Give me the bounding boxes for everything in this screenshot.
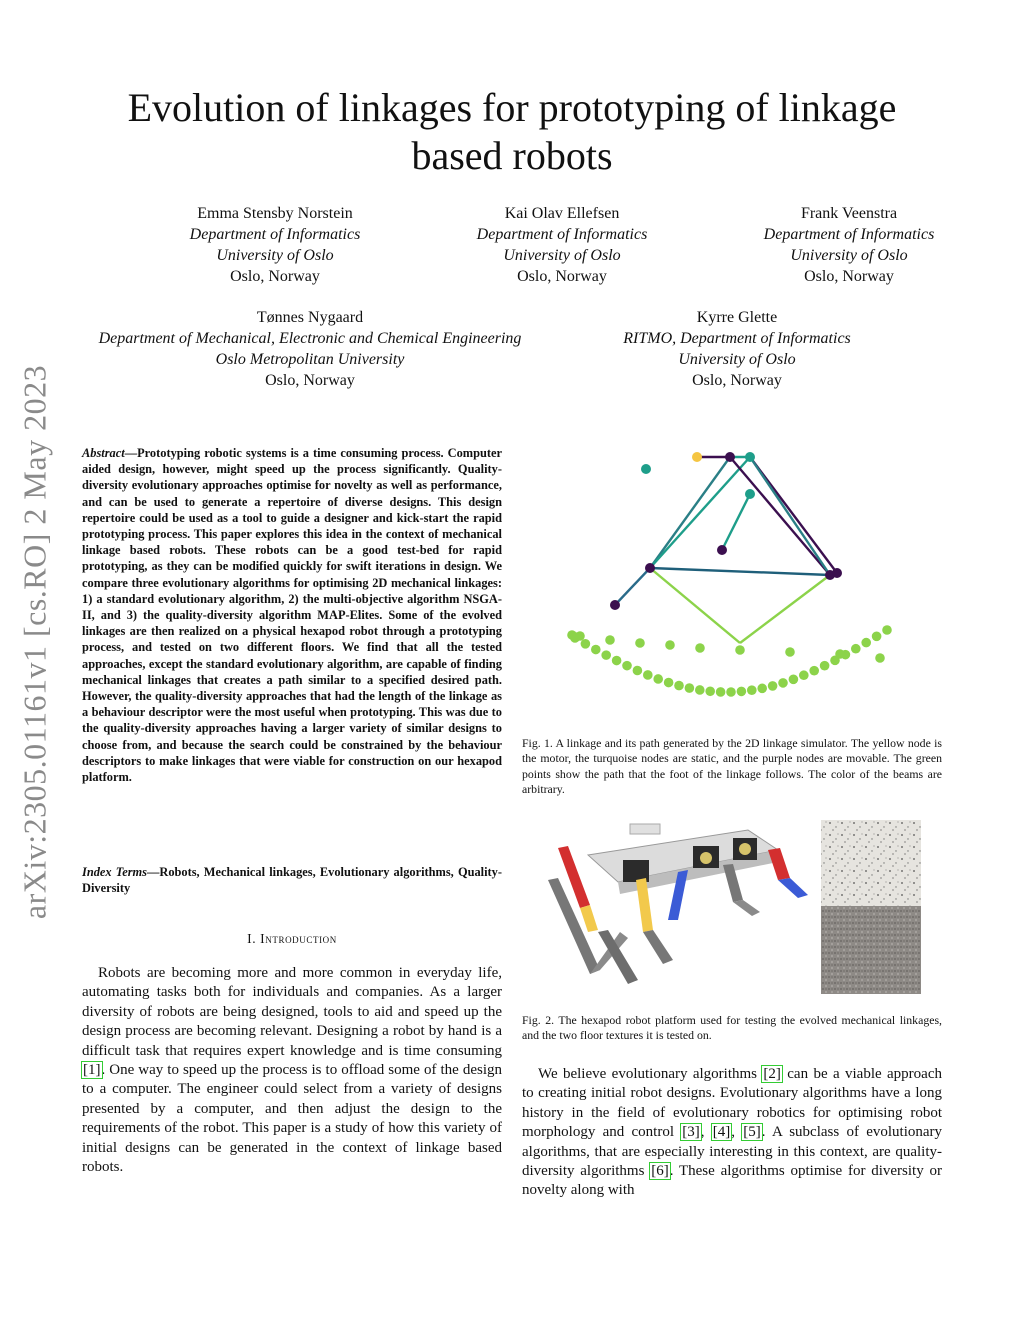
- author-dept: RITMO, Department of Informatics: [623, 330, 851, 347]
- right-text-c: ,: [700, 1124, 712, 1141]
- paper-title: Evolution of linkages for prototyping of linkage based robots: [127, 85, 897, 178]
- path-point: [591, 645, 601, 655]
- path-point: [785, 647, 795, 657]
- path-point: [799, 670, 809, 680]
- intro-paragraph: [82, 964, 502, 1177]
- path-point: [747, 685, 757, 695]
- linkage-beam: [750, 457, 830, 575]
- author-name: Emma Stensby Norstein: [197, 205, 353, 222]
- path-point: [737, 687, 747, 697]
- abstract-lead: Abstract: [82, 446, 125, 460]
- right-column-paragraph: [522, 1065, 942, 1201]
- floor-texture-images: [821, 820, 921, 994]
- path-point: [581, 639, 591, 649]
- figure-2-caption: Fig. 2. The hexapod robot platform used for testing the evolved mechanical linkages, and the two floor textures it is tested on.: [522, 1013, 942, 1043]
- movable-node: [645, 563, 655, 573]
- abstract: [82, 445, 502, 785]
- arxiv-margin-label: [16, 352, 53, 932]
- right-text-f: . These algorithms optimise for diversity or novelty along with: [522, 1163, 942, 1199]
- author-block: [587, 307, 887, 391]
- author-block: [437, 203, 687, 287]
- path-point: [726, 687, 736, 697]
- path-point: [575, 631, 585, 641]
- linkage-beam: [730, 457, 830, 575]
- intro-text-a: Robots are becoming more and more common in everyday life, automating tasks both for individuals and companies. As a larger diversity of robots are being designed, tools to aid and speed up the design process are becoming relevant. Designing a robot by hand is a difficult task that requires expert knowledge and is time consuming: [82, 965, 502, 1059]
- author-dept: Department of Informatics: [476, 226, 648, 243]
- author-university: University of Oslo: [503, 247, 621, 264]
- path-point: [653, 674, 663, 684]
- section-heading: [82, 931, 502, 947]
- path-point: [695, 643, 705, 653]
- static-node: [745, 489, 755, 499]
- author-block: [724, 203, 974, 287]
- linkage-beam: [650, 568, 740, 643]
- path-point: [665, 640, 675, 650]
- author-dept: Department of Informatics: [763, 226, 935, 243]
- linkage-beam: [650, 457, 750, 568]
- index-terms: [82, 864, 502, 896]
- motor-node: [692, 452, 702, 462]
- path-point: [809, 666, 819, 676]
- author-block: [60, 307, 560, 391]
- citation-link[interactable]: [4]: [712, 1124, 731, 1141]
- author-university: Oslo Metropolitan University: [215, 351, 405, 368]
- author-name: Kai Olav Ellefsen: [504, 205, 620, 222]
- static-node: [745, 452, 755, 462]
- author-location: Oslo, Norway: [517, 268, 607, 285]
- author-university: University of Oslo: [216, 247, 334, 264]
- path-point: [643, 670, 653, 680]
- path-point: [664, 678, 674, 688]
- linkage-beam: [740, 575, 830, 643]
- path-point: [875, 653, 885, 663]
- path-point: [695, 685, 705, 695]
- index-terms-text: —Robots, Mechanical linkages, Evolutionary algorithms, Quality-Diversity: [82, 865, 502, 896]
- path-point: [605, 635, 615, 645]
- author-university: University of Oslo: [790, 247, 908, 264]
- linkage-beam: [722, 494, 750, 550]
- path-point: [820, 661, 830, 671]
- right-text-a: We believe evolutionary algorithms: [538, 1066, 763, 1082]
- figure-1-caption: Fig. 1. A linkage and its path generated by the 2D linkage simulator. The yellow node is the motor, the turquoise nodes are static, and the purple nodes are movable. The green points show the path that the foot of the linkage follows. The color of the beams are arbitrary.: [522, 736, 942, 797]
- path-point: [705, 686, 715, 696]
- path-point: [835, 649, 845, 659]
- path-point: [872, 632, 882, 642]
- movable-node: [717, 545, 727, 555]
- path-point: [716, 687, 726, 697]
- author-name: Kyrre Glette: [696, 309, 778, 326]
- linkage-beam: [650, 568, 830, 575]
- author-location: Oslo, Norway: [230, 268, 320, 285]
- path-point: [768, 681, 778, 691]
- movable-node: [725, 452, 735, 462]
- path-point: [882, 625, 892, 635]
- path-point: [685, 683, 695, 693]
- path-point: [778, 678, 788, 688]
- arxiv-margin-text: arXiv:2305.01161v1 [cs.RO] 2 May 2023: [16, 364, 53, 920]
- index-terms-lead: Index Terms: [82, 865, 147, 879]
- linkage-beam: [615, 568, 650, 605]
- movable-node: [610, 600, 620, 610]
- right-text-b: can be a viable approach to creating initial robot designs. Evolutionary algorithms have a long history in the field of evolutionary robotics for optimising robot morphology and control: [522, 1066, 942, 1141]
- citation-link[interactable]: [2]: [763, 1066, 781, 1082]
- path-point: [612, 656, 622, 666]
- author-university: University of Oslo: [678, 351, 796, 368]
- author-location: Oslo, Norway: [692, 372, 782, 389]
- intro-text-b: . One way to speed up the process is to offload some of the design to a computer. The engineer could select from a variety of designs presented by a computer, and then adjust the design to the requirements of the robot. This paper is a study of how this variety of initial designs can be generated in the context of linkage based robots.: [82, 1062, 502, 1176]
- path-point: [789, 675, 799, 685]
- author-name: Tønnes Nygaard: [256, 309, 364, 326]
- path-point: [851, 644, 861, 654]
- section-title: Introduction: [260, 931, 337, 946]
- author-dept: Department of Informatics: [189, 226, 361, 243]
- right-text-e: . A subclass of evolutionary algorithms, that are especially interesting in this context, are quality-diversity algorithms: [522, 1124, 943, 1180]
- path-point: [757, 684, 767, 694]
- path-point: [735, 645, 745, 655]
- author-name: Frank Veenstra: [800, 205, 898, 222]
- static-node: [641, 464, 651, 474]
- citation-link[interactable]: [3]: [682, 1124, 700, 1141]
- author-location: Oslo, Norway: [804, 268, 894, 285]
- citation-link[interactable]: [5]: [743, 1124, 761, 1141]
- figure-linkage-plot: [540, 440, 920, 730]
- movable-node: [832, 568, 842, 578]
- citation-link[interactable]: [1]: [83, 1062, 101, 1079]
- path-point: [861, 638, 871, 648]
- path-point: [635, 638, 645, 648]
- author-block: [150, 203, 400, 287]
- path-point: [633, 666, 643, 676]
- abstract-text: —Prototyping robotic systems is a time consuming process. Computer aided design, however, might speed up the process significantly. Quality-diversity evolutionary approaches optimise for novelty as well as performance, and can be used to generate a repertoire of diverse designs. This design repertoire could be used as a tool to guide a designer and kick-start the rapid prototyping process. This paper explores this idea in the context of mechanical linkage based robots. These robots can be a good test-bed for rapid prototyping, as they can be modified quickly for swift iterations in design. We compare three evolutionary algorithms for optimising 2D mechanical linkages: 1) a standard evolutionary algorithm, 2) the multi-objective algorithm NSGA-II, and 3) the quality-diversity algorithm MAP-Elites. Some of the evolved linkages are then realized on a physical hexapod robot through a prototyping process, and tested on two different floors. We find that all the tested approaches, except the standard evolutionary algorithm, are capable of finding mechanical linkages that creates a path similar to a specified desired path. However, the quality-diversity approaches that had the length of the linkage as a behaviour descriptor were the most useful when prototyping. This was due to the quality-diversity approaches having a larger variety of similar designs to choose from, and because the search could be constrained by the behaviour descriptors to make linkages that were viable for construction on our hexapod platform.: [82, 446, 502, 785]
- author-dept: Department of Mechanical, Electronic and Chemical Engineering: [98, 330, 522, 347]
- hexapod-robot-image: [548, 824, 808, 984]
- path-point: [622, 661, 632, 671]
- figure-hexapod-photo: [528, 820, 924, 996]
- section-number: I.: [247, 931, 257, 946]
- path-point: [674, 681, 684, 691]
- path-point: [601, 650, 611, 660]
- author-location: Oslo, Norway: [265, 372, 355, 389]
- citation-link[interactable]: [6]: [651, 1163, 669, 1180]
- right-text-d: ,: [731, 1124, 743, 1141]
